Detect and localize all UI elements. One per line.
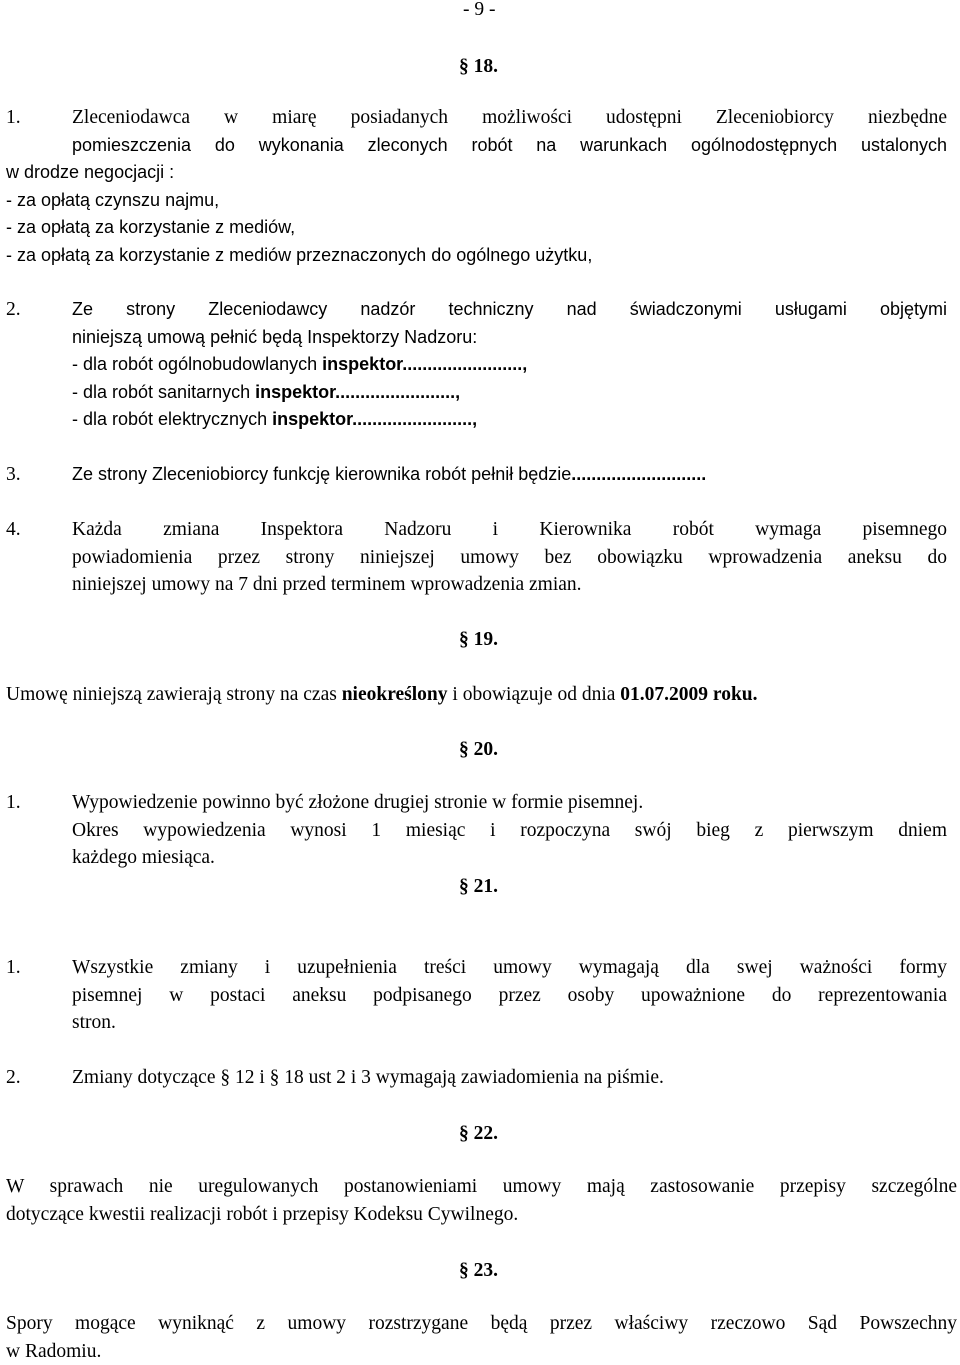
section-23-text: [6, 1310, 957, 1365]
item-number: 1.: [6, 104, 21, 132]
item-text-line: stron.: [72, 1009, 947, 1037]
inspector-placeholder: inspektor........................,: [255, 382, 460, 402]
section-20-item-1: [6, 789, 947, 872]
term-start-date: 01.07.2009 roku.: [620, 684, 757, 705]
section-22-heading: § 22.: [459, 1120, 498, 1148]
item-text-line: [72, 379, 947, 407]
item-text-line: [72, 406, 947, 434]
manager-placeholder: ...........................: [571, 464, 706, 484]
item-text-line: Zleceniodawca w miarę posiadanych możliwości udostępni Zleceniobiorcy niezbędne: [72, 104, 947, 132]
item-number: 2.: [6, 1064, 21, 1092]
paragraph-line: Spory mogące wyniknąć z umowy rozstrzygane będą przez właściwy rzeczowo Sąd Powszechny: [6, 1310, 957, 1338]
section-18-item-1: [6, 104, 947, 269]
item-text-line: [72, 351, 947, 379]
paragraph-line: dotyczące kwestii realizacji robót i przepisy Kodeksu Cywilnego.: [6, 1201, 957, 1229]
section-21-item-2: [6, 1064, 947, 1092]
inspector-role: - dla robót elektrycznych: [72, 409, 272, 429]
item-number: 1.: [6, 789, 21, 817]
item-number: 4.: [6, 516, 21, 544]
term-sentence: [6, 681, 957, 709]
item-text-line: niniejszej umowy na 7 dni przed terminem wprowadzenia zmian.: [72, 571, 947, 599]
item-text-line: pomieszczenia do wykonania zleconych robót na warunkach ogólnodostępnych ustalonych: [72, 132, 947, 160]
item-text-line: Zmiany dotyczące § 12 i § 18 ust 2 i 3 wymagają zawiadomienia na piśmie.: [72, 1064, 947, 1092]
section-18-item-2: [6, 296, 947, 434]
section-23-heading: § 23.: [459, 1257, 498, 1285]
inspector-role: - dla robót sanitarnych: [72, 382, 255, 402]
paragraph-line: W sprawach nie uregulowanych postanowieniami umowy mają zastosowanie przepisy szczególne: [6, 1173, 957, 1201]
section-19-heading: § 19.: [459, 626, 498, 654]
section-18-item-4: [6, 516, 947, 599]
term-duration: nieokreślony: [342, 684, 448, 705]
item-text-line: pisemnej w postaci aneksu podpisanego przez osoby upoważnione do reprezentowania: [72, 982, 947, 1010]
item-text-line: Wszystkie zmiany i uzupełnienia treści umowy wymagają dla swej ważności formy: [72, 954, 947, 982]
item-number: 1.: [6, 954, 21, 982]
item-text-line: każdego miesiąca.: [72, 844, 947, 872]
item-text-line: [72, 461, 947, 489]
item-text-line: Okres wypowiedzenia wynosi 1 miesiąc i rozpoczyna swój bieg z pierwszym dniem: [72, 817, 947, 845]
term-text: i obowiązuje od dnia: [448, 684, 621, 705]
item-number: 2.: [6, 296, 21, 324]
item-number: 3.: [6, 461, 21, 489]
section-18-item-3: [6, 461, 947, 489]
section-19-text: [6, 681, 957, 709]
inspector-role: - dla robót ogólnobudowlanych: [72, 354, 322, 374]
inspector-placeholder: inspektor........................,: [322, 354, 527, 374]
item-text-line: niniejszą umową pełnić będą Inspektorzy Nadzoru:: [72, 324, 947, 352]
section-18-heading: § 18.: [459, 53, 498, 81]
item-text-line: Wypowiedzenie powinno być złożone drugiej stronie w formie pisemnej.: [72, 789, 947, 817]
item-text-line: Każda zmiana Inspektora Nadzoru i Kierownika robót wymaga pisemnego: [72, 516, 947, 544]
term-text: Umowę niniejszą zawierają strony na czas: [6, 684, 342, 705]
item-text-line: - za opłatą czynszu najmu,: [6, 187, 947, 215]
item-text-line: powiadomienia przez strony niniejszej umowy bez obowiązku wprowadzenia aneksu do: [72, 544, 947, 572]
page-number: - 9 -: [463, 0, 496, 24]
paragraph-line: w Radomiu.: [6, 1338, 957, 1365]
item-text-line: - za opłatą za korzystanie z mediów przeznaczonych do ogólnego użytku,: [6, 242, 947, 270]
section-21-heading: § 21.: [459, 873, 498, 901]
section-20-heading: § 20.: [459, 736, 498, 764]
section-22-text: [6, 1173, 957, 1228]
item-text-line: Ze strony Zleceniodawcy nadzór techniczny nad świadczonymi usługami objętymi: [72, 296, 947, 324]
manager-text: Ze strony Zleceniobiorcy funkcję kierownika robót pełnił będzie: [72, 464, 571, 484]
item-text-line: - za opłatą za korzystanie z mediów,: [6, 214, 947, 242]
item-text-line: w drodze negocjacji :: [6, 159, 947, 187]
inspector-placeholder: inspektor........................,: [272, 409, 477, 429]
section-21-item-1: [6, 954, 947, 1037]
